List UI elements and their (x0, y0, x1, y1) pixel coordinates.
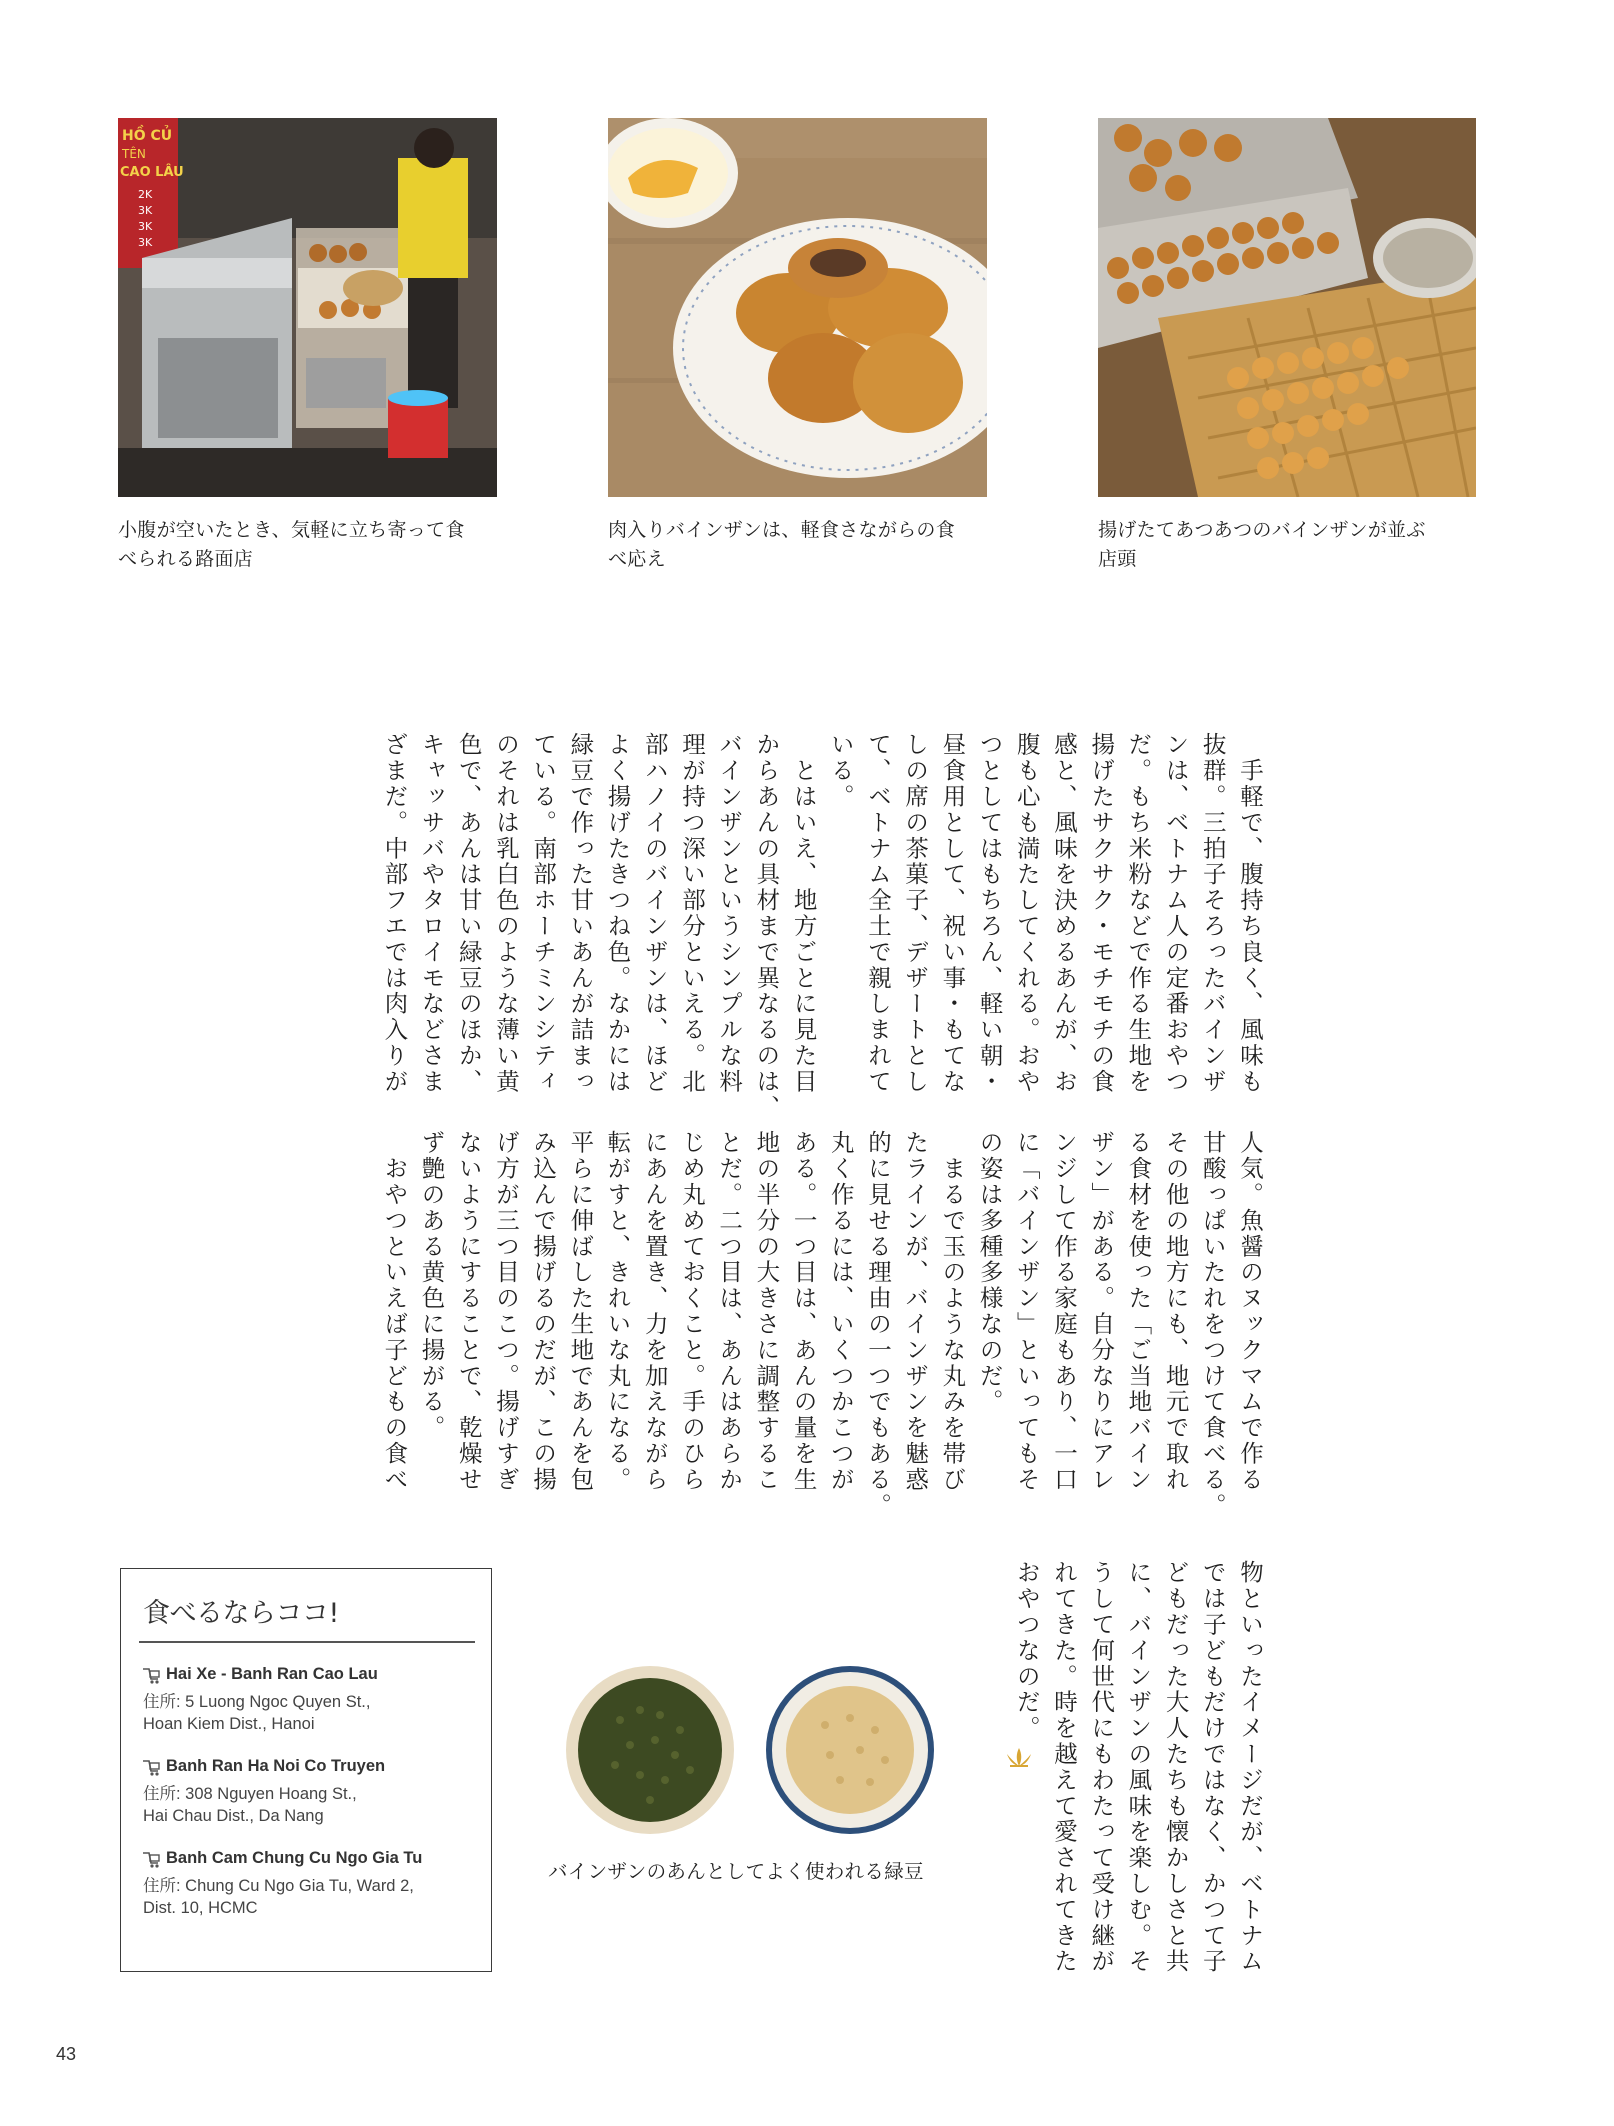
article-line: み込んで揚げるのだが、この揚 (529, 1130, 558, 1493)
fried-balls-tray-image (1098, 118, 1476, 497)
shop-info-title: 食べるならココ! (143, 1598, 339, 1629)
article-line: よく揚げたきつね色。なかには (603, 732, 632, 1095)
shop-name-3: Banh Cam Chung Cu Ngo Gia Tu (166, 1849, 423, 1867)
article-line: の姿は多種多様なのだ。 (975, 1130, 1004, 1415)
food-cart-icon (141, 1666, 161, 1684)
article-line: キャッサバやタロイモなどさま (417, 732, 446, 1095)
article-line: にあんを置き、力を加えながら (640, 1130, 669, 1493)
photo1-caption-line2: べられる路面店 (118, 548, 254, 570)
article-line: て、ベトナム全土で親しまれて (863, 732, 892, 1095)
article-line: では子どもだけではなく、かつて子 (1198, 1560, 1227, 1975)
article-line: げ方が三つ目のこつ。揚げすぎ (491, 1130, 520, 1493)
article-line: 丸く作るには、いくつかこつが (826, 1130, 855, 1493)
article-line: からあんの具材まで異なるのは、 (752, 732, 781, 1121)
article-line: まるで玉のような丸みを帯び (938, 1130, 967, 1493)
article-line: ないようにすることで、乾燥せ (454, 1130, 483, 1493)
shop-address-2-line1: 住所: 308 Nguyen Hoang St., (143, 1785, 357, 1803)
shop-entry-3 (141, 1849, 481, 1919)
article-line: とだ。二つ目は、あんはあらか (715, 1130, 744, 1493)
article-line: 部ハノイのバインザンは、ほど (640, 732, 669, 1095)
article-lower-block (1008, 1560, 1268, 1974)
shop-entry-1 (141, 1665, 481, 1735)
article-line: ンジして作る家庭もあり、一口 (1049, 1130, 1078, 1493)
article-line: 平らに伸ばした生地であんを包 (566, 1130, 595, 1493)
photo1-caption-line1: 小腹が空いたとき、気軽に立ち寄って食 (118, 519, 465, 541)
photo2-caption-line1: 肉入りバインザンは、軽食さながらの食 (608, 519, 956, 541)
article-line: ある。一つ目は、あんの量を生 (789, 1130, 818, 1493)
mung-bean-bowls-photo (560, 1660, 940, 1840)
shop-address-3-line2: Dist. 10, HCMC (143, 1899, 258, 1917)
photo2-caption (608, 516, 955, 574)
article-line: 揚げたサクサク・モチモチの食 (1087, 732, 1116, 1095)
banh-ran-plate-image (608, 118, 987, 497)
shop-address-3-line1: 住所: Chung Cu Ngo Gia Tu, Ward 2, (143, 1877, 414, 1895)
article-line: うして何世代にもわたって受け継が (1087, 1560, 1116, 1975)
article-line: のそれは乳白色のような薄い黄 (491, 732, 520, 1095)
street-stall-image (118, 118, 497, 497)
article-line: たラインが、バインザンを魅惑 (901, 1130, 930, 1493)
article-line: 転がすと、きれいな丸になる。 (603, 1130, 632, 1493)
shop-entry-2 (141, 1757, 481, 1827)
article-line: る食材を使った「ご当地バイン (1124, 1130, 1153, 1493)
article-line: おやつといえば子どもの食べ (380, 1130, 409, 1493)
article-line: ず艶のある黄色に揚がる。 (417, 1130, 446, 1441)
article-line: だ。もち米粉などで作る生地を (1124, 732, 1153, 1095)
photo3-caption-line1: 揚げたてあつあつのバインザンが並ぶ (1098, 519, 1426, 541)
shop-info-box (120, 1568, 492, 1972)
article-upper-block (375, 732, 1268, 1121)
article-line: じめ丸めておくこと。手のひら (677, 1130, 706, 1493)
shop-address-2-line2: Hai Chau Dist., Da Nang (143, 1807, 324, 1825)
mung-bean-bowls-image (560, 1660, 940, 1840)
article-line: 理が持つ深い部分といえる。北 (677, 732, 706, 1095)
article-line: 色で、あんは甘い緑豆のほか、 (454, 732, 483, 1095)
signboard-text-3: CAO LÂU (120, 165, 184, 180)
street-stall-photo (118, 118, 497, 497)
photo3-caption-line2: 店頭 (1098, 548, 1137, 570)
article-line: いる。 (826, 732, 855, 810)
photo3-caption (1098, 516, 1426, 574)
signboard-price-4: 3K (138, 236, 153, 249)
food-cart-icon (141, 1850, 161, 1868)
article-line: 抜群。三拍子そろったバインザ (1198, 732, 1227, 1095)
article-line: に、バインザンの風味を楽しむ。そ (1124, 1560, 1153, 1975)
article-line: その他の地方にも、地元で取れ (1161, 1130, 1190, 1493)
article-line: 昼食用として、祝い事・もてな (938, 732, 967, 1095)
article-line: 腹も心も満たしてくれる。おや (1012, 732, 1041, 1095)
mung-bean-caption: バインザンのあんとしてよく使われる緑豆 (548, 1860, 924, 1883)
shop-name-1: Hai Xe - Banh Ran Cao Lau (166, 1665, 378, 1683)
article-line: 緑豆で作った甘いあんが詰まっ (566, 732, 595, 1095)
article-line: どもだった大人たちも懐かしさと共 (1161, 1560, 1190, 1975)
shop-info-divider (139, 1641, 475, 1643)
article-line: とはいえ、地方ごとに見た目 (789, 732, 818, 1095)
signboard-text-2: TÊN (122, 147, 146, 161)
banh-ran-plate-photo (608, 118, 987, 497)
signboard-text-1: HỒ CỦ (122, 128, 173, 144)
article-line: バインザンというシンプルな料 (715, 732, 744, 1095)
photo1-caption (118, 516, 465, 574)
signboard-price-2: 3K (138, 204, 153, 217)
article-line: ンは、ベトナム人の定番おやつ (1161, 732, 1190, 1095)
article-line: しの席の茶菓子、デザートとし (901, 732, 930, 1095)
fried-balls-tray-photo (1098, 118, 1476, 497)
article-line: つとしてはもちろん、軽い朝・ (975, 732, 1004, 1095)
article-line: れてきた。時を越えて愛されてきた (1049, 1560, 1078, 1975)
shop-address-1-line1: 住所: 5 Luong Ngoc Quyen St., (143, 1693, 371, 1711)
article-middle-block (375, 1130, 1268, 1519)
article-line: おやつなのだ。 (1012, 1560, 1041, 1742)
shop-name-2: Banh Ran Ha Noi Co Truyen (166, 1757, 386, 1775)
signboard-price-1: 2K (138, 188, 153, 201)
article-line: 人気。魚醤のヌックマムで作る (1236, 1130, 1264, 1493)
article-line: 手軽で、腹持ち良く、風味も (1236, 732, 1264, 1095)
photo2-caption-line2: べ応え (608, 548, 666, 570)
page-number: 43 (56, 2044, 77, 2064)
article-line: ザン」がある。自分なりにアレ (1087, 1130, 1116, 1493)
article-line: に「バインザン」といってもそ (1012, 1130, 1041, 1493)
lotus-icon (1004, 1746, 1034, 1768)
article-line: ている。南部ホーチミンシティ (529, 732, 558, 1095)
article-line: ざまだ。中部フエでは肉入りが (380, 732, 409, 1095)
article-line: 地の半分の大きさに調整するこ (752, 1130, 781, 1493)
article-line: 感と、風味を決めるあんが、お (1049, 732, 1078, 1095)
article-line: 甘酸っぱいたれをつけて食べる。 (1198, 1130, 1227, 1519)
article-line: 物といったイメージだが、ベトナム (1236, 1560, 1264, 1975)
shop-address-1-line2: Hoan Kiem Dist., Hanoi (143, 1715, 315, 1733)
food-cart-icon (141, 1758, 161, 1776)
signboard-price-3: 3K (138, 220, 153, 233)
article-line: 的に見せる理由の一つでもある。 (863, 1130, 892, 1519)
